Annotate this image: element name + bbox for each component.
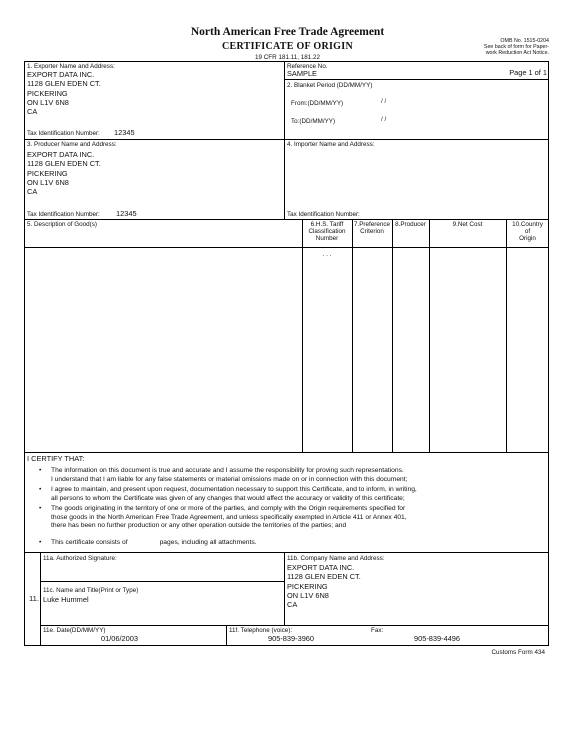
- certify-bullet: • The information on this document is true and accurate and I assume the responsibility for proving such representations. I understand that I am liable for any false statements or material omissions made on or in connection with this document;: [27, 467, 547, 485]
- blanket-label: 2. Blanket Period (DD/MM/YY): [287, 82, 373, 89]
- divider: [284, 552, 285, 626]
- producer-label: 3. Producer Name and Address:: [27, 141, 117, 148]
- divider: [24, 452, 549, 453]
- form-subtitle: CERTIFICATE OF ORIGIN: [222, 41, 353, 52]
- name-title-label: 11c. Name and Title(Print or Type): [43, 587, 139, 594]
- col-description-header: 5. Description of Good(s): [27, 221, 97, 228]
- certify-statements: [27, 467, 547, 532]
- blanket-to-label: To:(DD/MM/YY): [291, 118, 336, 125]
- exporter-label: 1. Exporter Name and Address:: [27, 63, 115, 70]
- divider: [352, 219, 353, 453]
- col-hs-tariff-header: 6.H.S. Tariff Classification Number: [308, 221, 346, 243]
- divider: [506, 219, 507, 453]
- page-count: Page 1 of 1: [509, 68, 547, 77]
- reference-value: SAMPLE: [287, 69, 317, 78]
- col-country-header: 10.Country of Origin: [512, 221, 543, 243]
- blanket-to-value: / /: [381, 116, 387, 123]
- pages-suffix: pages, including all attachments.: [159, 539, 257, 546]
- company-address: EXPORT DATA INC. 1128 GLEN EDEN CT. PICKERING ON L1V 6N8 CA: [287, 563, 361, 609]
- divider: [392, 219, 393, 453]
- exporter-tax-value: 12345: [114, 128, 135, 137]
- divider: [284, 61, 285, 220]
- divider: [226, 625, 227, 646]
- producer-address: EXPORT DATA INC. 1128 GLEN EDEN CT. PICKERING ON L1V 6N8 CA: [27, 150, 101, 196]
- col-producer-header: 8.Producer: [395, 221, 426, 228]
- exporter-address: EXPORT DATA INC. 1128 GLEN EDEN CT. PICKERING ON L1V 6N8 CA: [27, 70, 101, 116]
- section-11-number: 11.: [29, 594, 39, 603]
- importer-label: 4. Importer Name and Address:: [287, 141, 375, 148]
- col-preference-header: 7.Preference Criterion: [353, 221, 391, 236]
- form-number: Customs Form 434: [491, 649, 545, 656]
- hs-tariff-cell: . . .: [322, 251, 332, 258]
- certify-heading: I CERTIFY THAT:: [27, 454, 85, 463]
- form-title: North American Free Trade Agreement: [190, 26, 385, 38]
- producer-tax-label: Tax Identification Number:: [27, 211, 100, 218]
- divider: [24, 219, 549, 220]
- date-label: 11e. Date(DD/MM/YY): [43, 627, 106, 634]
- omb-number: OMB No. 1515-0204 See back of form for Paper- work Reduction Act Notice.: [483, 38, 549, 57]
- cfr-reference: 19 CFR 181.11, 181.22: [255, 54, 320, 61]
- telephone-value: 905-839-3960: [268, 634, 315, 643]
- col-net-cost-header: 9.Net Cost: [452, 221, 483, 228]
- blanket-from-label: From:(DD/MM/YY): [291, 100, 344, 107]
- divider: [284, 79, 549, 80]
- blanket-from-value: / /: [381, 98, 387, 105]
- divider: [24, 247, 549, 248]
- exporter-tax-label: Tax Identification Number:: [27, 130, 100, 137]
- divider: [24, 139, 549, 140]
- fax-value: 905-839-4496: [414, 634, 461, 643]
- fax-label: Fax:: [371, 627, 384, 634]
- signer-name: Luke Hummel: [43, 595, 89, 604]
- divider: [24, 552, 549, 553]
- divider: [40, 625, 549, 626]
- certify-bullet: • The goods originating in the territory of one or more of the parties, and comply with the Origin requirements specified for those goods in the North American Free Trade Agreement, and unless specifically exempted in Article 411 or Annex 401, there has been no further production or any other operation outside the territories of the parties; and: [27, 505, 547, 532]
- pages-prefix: This certificate consists of: [51, 539, 128, 546]
- reference-label: Reference No.: [287, 63, 328, 70]
- certify-bullet: • I agree to maintain, and present upon request, documentation necessary to support this Certificate, and to inform, in writing, all persons to whom the Certificate was given of any changes that would affect the accuracy or validity of this certificate;: [27, 486, 547, 504]
- date-value: 01/06/2003: [101, 634, 138, 643]
- telephone-label: 11f. Telephone (voice):: [229, 627, 293, 634]
- importer-tax-label: Tax Identification Number:: [287, 211, 360, 218]
- divider: [40, 581, 285, 582]
- producer-tax-value: 12345: [116, 209, 137, 218]
- divider: [40, 552, 41, 646]
- divider: [429, 219, 430, 453]
- certify-pages-line: [27, 539, 547, 549]
- company-label: 11b. Company Name and Address:: [287, 555, 385, 562]
- signature-label: 11a. Authorized Signature:: [43, 555, 117, 562]
